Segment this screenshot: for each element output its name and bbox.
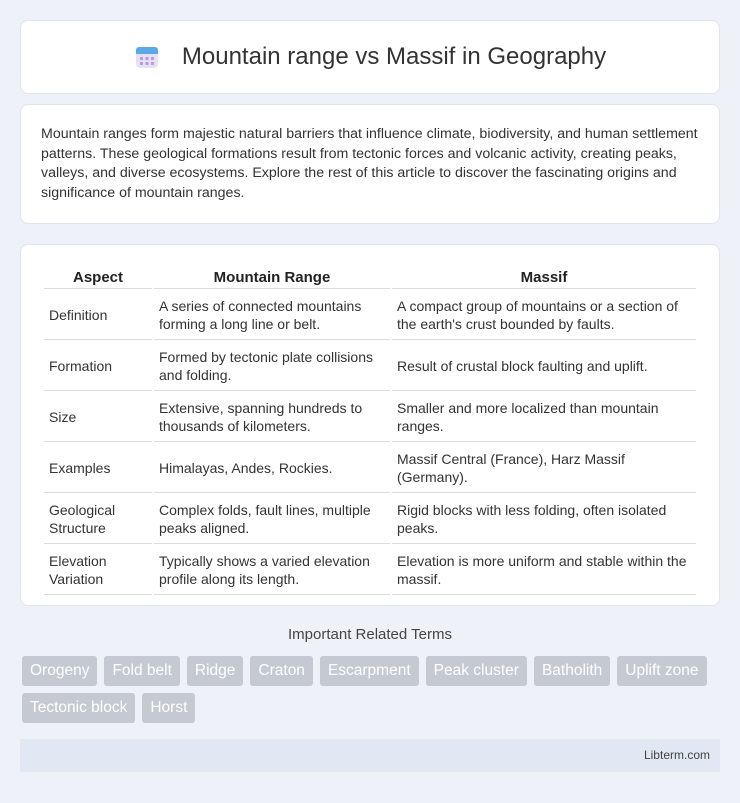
table-row (44, 546, 696, 595)
row-aspect: Formation (44, 342, 152, 391)
row-mountain-range: Himalayas, Andes, Rockies. (154, 444, 390, 493)
tag-orogeny[interactable]: Orogeny (22, 656, 97, 686)
header-aspect: Aspect (44, 267, 152, 289)
tag-uplift-zone[interactable]: Uplift zone (617, 656, 706, 686)
tag-escarpment[interactable]: Escarpment (320, 656, 419, 686)
related-terms-title: Important Related Terms (288, 626, 452, 643)
row-aspect: Geological Structure (44, 495, 152, 544)
row-massif: Massif Central (France), Harz Massif (Germany). (392, 444, 696, 493)
tag-craton[interactable]: Craton (250, 656, 313, 686)
row-aspect: Definition (44, 291, 152, 340)
tag-ridge[interactable]: Ridge (187, 656, 244, 686)
row-mountain-range: Complex folds, fault lines, multiple peaks aligned. (154, 495, 390, 544)
row-mountain-range: A series of connected mountains forming a long line or belt. (154, 291, 390, 340)
intro-text: Mountain ranges form majestic natural barriers that influence climate, biodiversity, and human settlement patterns. These geological formations result from tectonic forces and volcanic activity, creating peaks, valleys, and diverse ecosystems. Explore the rest of this article to discover the fascinating origins and significance of mountain ranges. (41, 126, 698, 201)
tag-tectonic-block[interactable]: Tectonic block (22, 693, 135, 723)
related-terms-tags (22, 656, 722, 723)
comparison-table (42, 265, 698, 597)
header-massif: Massif (392, 267, 696, 289)
tag-peak-cluster[interactable]: Peak cluster (426, 656, 527, 686)
row-massif: A compact group of mountains or a section of the earth's crust bounded by faults. (392, 291, 696, 340)
table-row (44, 342, 696, 391)
tag-horst[interactable]: Horst (142, 693, 195, 723)
row-massif: Elevation is more uniform and stable within the massif. (392, 546, 696, 595)
row-massif: Rigid blocks with less folding, often isolated peaks. (392, 495, 696, 544)
row-aspect: Size (44, 393, 152, 442)
footer (20, 739, 720, 772)
row-mountain-range: Formed by tectonic plate collisions and folding. (154, 342, 390, 391)
footer-site-link[interactable]: Libterm.com (643, 748, 710, 762)
table-row (44, 393, 696, 442)
tag-batholith[interactable]: Batholith (534, 656, 610, 686)
tag-fold-belt[interactable]: Fold belt (104, 656, 179, 686)
intro-card (20, 104, 720, 224)
table-row (44, 444, 696, 493)
comparison-card (20, 244, 720, 606)
table-row (44, 291, 696, 340)
title-card (20, 20, 720, 94)
row-mountain-range: Typically shows a varied elevation profile along its length. (154, 546, 390, 595)
row-aspect: Examples (44, 444, 152, 493)
row-massif: Smaller and more localized than mountain ranges. (392, 393, 696, 442)
table-row (44, 495, 696, 544)
row-massif: Result of crustal block faulting and uplift. (392, 342, 696, 391)
header-mountain-range: Mountain Range (154, 267, 390, 289)
row-mountain-range: Extensive, spanning hundreds to thousands of kilometers. (154, 393, 390, 442)
calendar-icon (134, 44, 160, 70)
page-title: Mountain range vs Massif in Geography (181, 43, 607, 70)
table-header-row (44, 267, 696, 289)
row-aspect: Elevation Variation (44, 546, 152, 595)
